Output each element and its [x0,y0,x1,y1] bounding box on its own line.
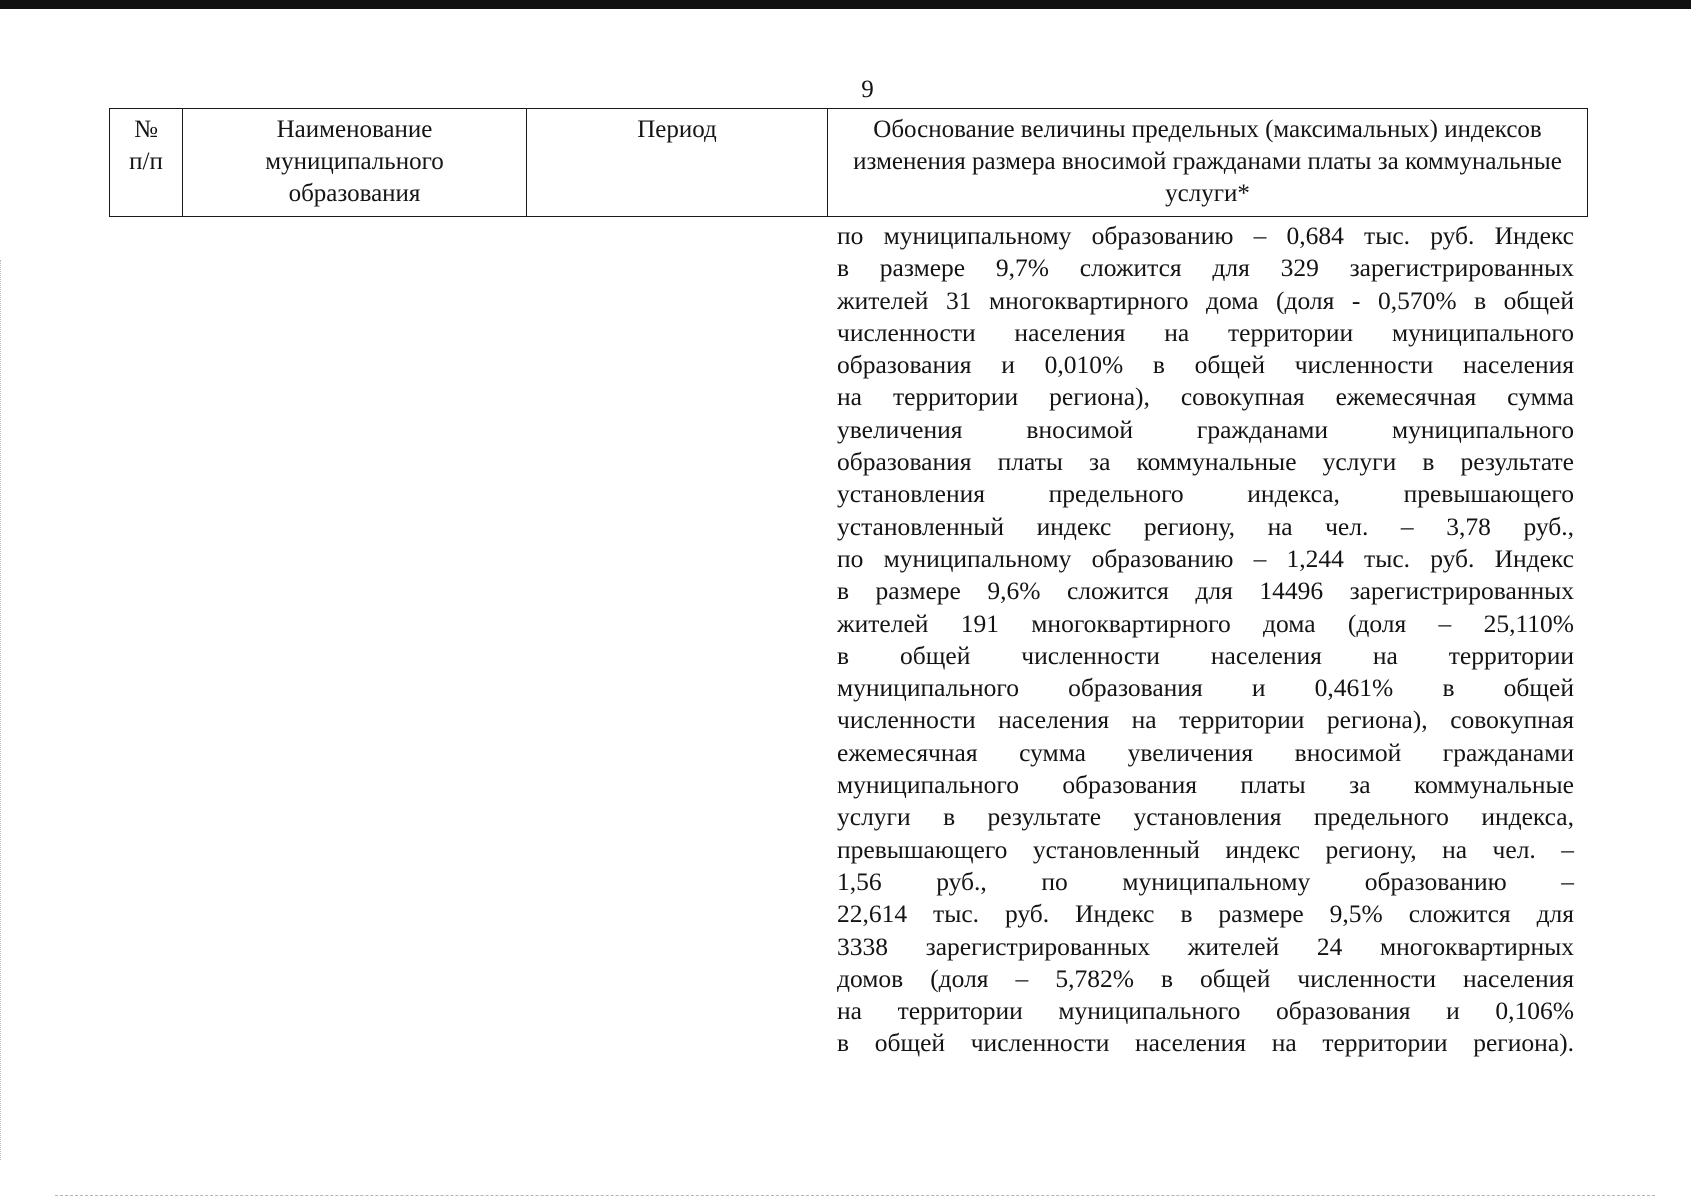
text-line: в общей численности населения на территории региона). [837,1028,1574,1058]
text-line: образования платы за коммунальные услуги в результате [837,447,1574,477]
text-line: на территории муниципального образования и 0,106% [837,996,1574,1026]
header-municipality-label: Наименование муниципального образования [265,116,444,207]
scan-edge-speckle [0,260,4,1160]
text-line: образования и 0,010% в общей численности населения [837,350,1574,380]
page-number: 9 [861,76,874,103]
text-line: численности населения на территории региона), совокупная [837,705,1574,735]
scan-top-border [0,0,1691,9]
text-line: муниципального образования платы за коммунальные [837,770,1574,800]
text-line: на территории региона), совокупная ежемесячная сумма [837,382,1574,412]
header-cell-municipality [182,109,526,216]
text-line: установления предельного индекса, превышающего [837,479,1574,509]
text-line: 3338 зарегистрированных жителей 24 многоквартирных [837,931,1574,961]
text-line: численности населения на территории муниципального [837,317,1574,347]
text-line: в общей численности населения на территории [837,640,1574,670]
header-period-label: Период [637,116,717,143]
header-cell-period [526,109,827,216]
text-line: увеличения вносимой гражданами муниципального [837,414,1574,444]
text-line: превышающего установленный индекс региону, на чел. – [837,834,1574,864]
text-line: услуги в результате установления предельного индекса, [837,802,1574,832]
text-line: ежемесячная сумма увеличения вносимой гражданами [837,737,1574,767]
header-number-label: № п/п [129,116,163,175]
text-line: в размере 9,7% сложится для 329 зарегистрированных [837,253,1574,283]
scan-bottom-edge [55,1195,1655,1197]
text-line: по муниципальному образованию – 0,684 тыс. руб. Индекс [837,221,1574,250]
table-header [109,108,1588,217]
text-line: жителей 191 многоквартирного дома (доля – 25,110% [837,608,1574,638]
text-line: 22,614 тыс. руб. Индекс в размере 9,5% сложится для [837,899,1574,929]
header-cell-justification [827,109,1587,216]
text-line: 1,56 руб., по муниципальному образованию – [837,866,1574,896]
text-line: в размере 9,6% сложится для 14496 зарегистрированных [837,576,1574,606]
text-line: жителей 31 многоквартирного дома (доля - 0,570% в общей [837,285,1574,315]
text-line: по муниципальному образованию – 1,244 тыс. руб. Индекс [837,543,1574,573]
justification-text [837,220,1574,1060]
header-justification-label: Обоснование величины предельных (максимальных) индексов изменения размера вносимой гражданами платы за коммунальные услуги* [853,116,1562,207]
header-cell-number [110,109,182,216]
text-line: домов (доля – 5,782% в общей численности населения [837,963,1574,993]
text-line: муниципального образования и 0,461% в общей [837,673,1574,703]
text-line: установленный индекс региону, на чел. – 3,78 руб., [837,511,1574,541]
